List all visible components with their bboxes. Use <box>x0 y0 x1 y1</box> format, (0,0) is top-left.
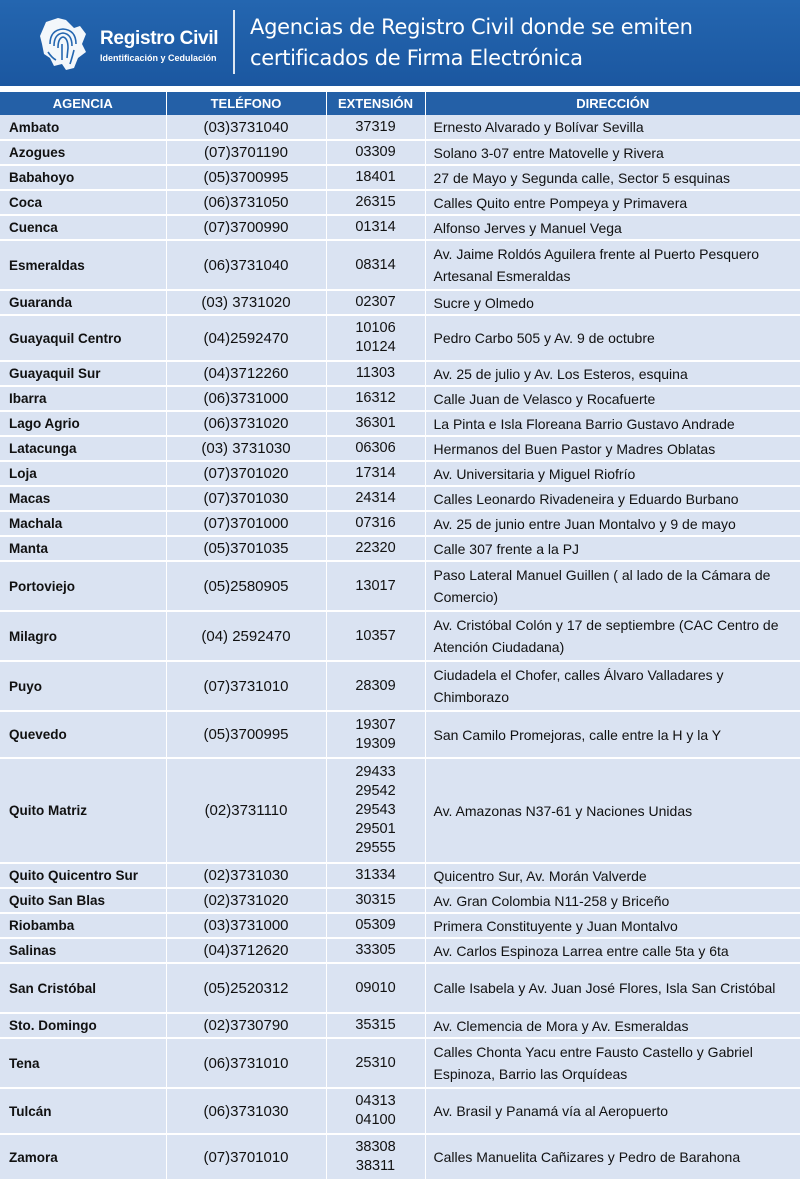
address-cell: Sucre y Olmedo <box>425 290 800 315</box>
table-row <box>0 511 800 536</box>
extension-value: 36301 <box>355 415 396 431</box>
agency-cell: Coca <box>0 190 166 215</box>
agency-cell: Loja <box>0 461 166 486</box>
address-cell: Hermanos del Buen Pastor y Madres Oblatas <box>425 436 800 461</box>
phone-cell: (07)3701030 <box>166 486 326 511</box>
phone-cell: (07)3701020 <box>166 461 326 486</box>
table-row <box>0 1013 800 1038</box>
agency-cell: Cuenca <box>0 215 166 240</box>
agency-cell: Azogues <box>0 140 166 165</box>
extension-value: 26315 <box>355 194 396 210</box>
agency-cell: Sto. Domingo <box>0 1013 166 1038</box>
table-header-row <box>0 92 800 115</box>
extension-value: 29543 <box>355 802 396 818</box>
extension-value: 29433 <box>355 764 396 780</box>
logo-name: Registro Civil <box>100 28 219 49</box>
extension-value: 29501 <box>355 821 396 837</box>
logo-subtitle: Identificación y Cedulación <box>100 53 217 63</box>
extension-value: 04313 <box>355 1093 396 1109</box>
extension-value: 13017 <box>355 577 396 594</box>
extension-value: 19307 <box>355 716 396 733</box>
title-line-2: certificados de Firma Electrónica <box>250 46 583 70</box>
phone-cell: (05)3700995 <box>166 711 326 758</box>
agency-cell: Quito Matriz <box>0 758 166 863</box>
extension-cell <box>326 190 425 215</box>
agency-cell: Lago Agrio <box>0 411 166 436</box>
extension-value: 16312 <box>355 390 396 406</box>
address-cell: Pedro Carbo 505 y Av. 9 de octubre <box>425 315 800 361</box>
column-header-extension: EXTENSIÓN <box>326 92 425 115</box>
table-row <box>0 436 800 461</box>
extension-cell <box>326 386 425 411</box>
extension-cell <box>326 536 425 561</box>
phone-cell: (05)2580905 <box>166 561 326 611</box>
extension-value: 02307 <box>355 294 396 310</box>
table-row <box>0 290 800 315</box>
extension-cell <box>326 888 425 913</box>
address-cell: Quicentro Sur, Av. Morán Valverde <box>425 863 800 888</box>
table-row <box>0 758 800 863</box>
extension-cell <box>326 711 425 758</box>
extension-value: 11303 <box>355 365 396 381</box>
table-body <box>0 115 800 1180</box>
column-header-agency: AGENCIA <box>0 92 166 115</box>
table-row <box>0 863 800 888</box>
address-cell: Av. Jaime Roldós Aguilera frente al Puerto Pesquero Artesanal Esmeraldas <box>425 240 800 290</box>
extension-cell <box>326 240 425 290</box>
table-row <box>0 888 800 913</box>
extension-cell <box>326 1013 425 1038</box>
agency-cell: Ambato <box>0 115 166 140</box>
extension-value: 05309 <box>355 917 396 933</box>
extension-cell <box>326 215 425 240</box>
extension-cell <box>326 863 425 888</box>
extension-cell <box>326 140 425 165</box>
title-line-1: Agencias de Registro Civil donde se emiten <box>250 15 693 39</box>
extension-value: 29555 <box>355 840 396 856</box>
phone-cell: (03) 3731020 <box>166 290 326 315</box>
table-row <box>0 1038 800 1088</box>
extension-cell <box>326 561 425 611</box>
address-cell: Calles Chonta Yacu entre Fausto Castello y Gabriel Espinoza, Barrio las Orquídeas <box>425 1038 800 1088</box>
phone-cell: (07)3731010 <box>166 661 326 711</box>
phone-cell: (02)3730790 <box>166 1013 326 1038</box>
phone-cell: (05)3700995 <box>166 165 326 190</box>
extension-cell <box>326 315 425 361</box>
agency-cell: Milagro <box>0 611 166 661</box>
address-cell: Av. Cristóbal Colón y 17 de septiembre (CAC Centro de Atención Ciudadana) <box>425 611 800 661</box>
address-cell: Av. Universitaria y Miguel Riofrío <box>425 461 800 486</box>
address-cell: Calle 307 frente a la PJ <box>425 536 800 561</box>
column-header-phone: TELÉFONO <box>166 92 326 115</box>
agency-cell: Quito San Blas <box>0 888 166 913</box>
column-header-address: DIRECCIÓN <box>425 92 800 115</box>
table-row <box>0 315 800 361</box>
table-row <box>0 361 800 386</box>
extension-value: 18401 <box>355 169 396 185</box>
agency-cell: Quevedo <box>0 711 166 758</box>
table-row <box>0 140 800 165</box>
extension-cell <box>326 436 425 461</box>
extension-cell <box>326 938 425 963</box>
agency-cell: Babahoyo <box>0 165 166 190</box>
table-row <box>0 1134 800 1180</box>
agency-cell: Guaranda <box>0 290 166 315</box>
phone-cell: (02)3731030 <box>166 863 326 888</box>
agencies-table <box>0 92 800 1181</box>
table-row <box>0 165 800 190</box>
extension-value: 35315 <box>355 1017 396 1033</box>
agency-cell: Machala <box>0 511 166 536</box>
agency-cell: Puyo <box>0 661 166 711</box>
phone-cell: (04) 2592470 <box>166 611 326 661</box>
extension-value: 07316 <box>355 515 396 531</box>
table-row <box>0 1088 800 1134</box>
agency-cell: San Cristóbal <box>0 963 166 1013</box>
phone-cell: (06)3731010 <box>166 1038 326 1088</box>
agency-cell: Tulcán <box>0 1088 166 1134</box>
agency-cell: Zamora <box>0 1134 166 1180</box>
phone-cell: (03)3731000 <box>166 913 326 938</box>
address-cell: Ernesto Alvarado y Bolívar Sevilla <box>425 115 800 140</box>
phone-cell: (06)3731000 <box>166 386 326 411</box>
extension-value: 28309 <box>355 677 396 694</box>
extension-value: 08314 <box>355 256 396 273</box>
header-divider <box>233 10 235 74</box>
table-row <box>0 486 800 511</box>
registro-civil-logo <box>36 14 219 74</box>
extension-cell <box>326 1038 425 1088</box>
extension-value: 10124 <box>355 339 396 355</box>
table-row <box>0 963 800 1013</box>
extension-value: 29542 <box>355 783 396 799</box>
phone-cell: (02)3731110 <box>166 758 326 863</box>
extension-cell <box>326 486 425 511</box>
address-cell: Primera Constituyente y Juan Montalvo <box>425 913 800 938</box>
phone-cell: (04)3712260 <box>166 361 326 386</box>
extension-cell <box>326 661 425 711</box>
agency-cell: Guayaquil Sur <box>0 361 166 386</box>
address-cell: Av. 25 de junio entre Juan Montalvo y 9 de mayo <box>425 511 800 536</box>
page-title <box>250 12 790 74</box>
phone-cell: (04)2592470 <box>166 315 326 361</box>
table-row <box>0 386 800 411</box>
extension-cell <box>326 963 425 1013</box>
table-row <box>0 661 800 711</box>
address-cell: Av. 25 de julio y Av. Los Esteros, esquina <box>425 361 800 386</box>
table-row <box>0 711 800 758</box>
extension-value: 19309 <box>355 735 396 752</box>
phone-cell: (07)3701190 <box>166 140 326 165</box>
agency-cell: Quito Quicentro Sur <box>0 863 166 888</box>
phone-cell: (04)3712620 <box>166 938 326 963</box>
address-cell: Av. Brasil y Panamá vía al Aeropuerto <box>425 1088 800 1134</box>
phone-cell: (06)3731020 <box>166 411 326 436</box>
agency-cell: Macas <box>0 486 166 511</box>
table-row <box>0 536 800 561</box>
agency-cell: Guayaquil Centro <box>0 315 166 361</box>
extension-value: 22320 <box>355 540 396 556</box>
address-cell: Calle Isabela y Av. Juan José Flores, Isla San Cristóbal <box>425 963 800 1013</box>
extension-cell <box>326 611 425 661</box>
table-row <box>0 913 800 938</box>
extension-value: 38311 <box>355 1158 396 1174</box>
table-row <box>0 561 800 611</box>
extension-cell <box>326 913 425 938</box>
phone-cell: (03) 3731030 <box>166 436 326 461</box>
extension-value: 25310 <box>355 1054 396 1071</box>
address-cell: San Camilo Promejoras, calle entre la H y la Y <box>425 711 800 758</box>
agency-cell: Riobamba <box>0 913 166 938</box>
extension-value: 37319 <box>355 118 396 135</box>
phone-cell: (02)3731020 <box>166 888 326 913</box>
extension-value: 10106 <box>355 320 396 336</box>
extension-value: 17314 <box>355 465 396 481</box>
address-cell: Av. Clemencia de Mora y Av. Esmeraldas <box>425 1013 800 1038</box>
extension-value: 33305 <box>355 942 396 958</box>
table-row <box>0 240 800 290</box>
phone-cell: (06)3731030 <box>166 1088 326 1134</box>
address-cell: Av. Gran Colombia N11-258 y Briceño <box>425 888 800 913</box>
agency-cell: Esmeraldas <box>0 240 166 290</box>
extension-value: 09010 <box>355 979 396 996</box>
extension-cell <box>326 115 425 140</box>
phone-cell: (07)3701000 <box>166 511 326 536</box>
extension-cell <box>326 758 425 863</box>
extension-value: 10357 <box>355 627 396 644</box>
address-cell: Calles Quito entre Pompeya y Primavera <box>425 190 800 215</box>
extension-value: 30315 <box>355 892 396 908</box>
address-cell: Paso Lateral Manuel Guillen ( al lado de la Cámara de Comercio) <box>425 561 800 611</box>
address-cell: Av. Carlos Espinoza Larrea entre calle 5ta y 6ta <box>425 938 800 963</box>
phone-cell: (05)2520312 <box>166 963 326 1013</box>
extension-cell <box>326 1088 425 1134</box>
address-cell: Calle Juan de Velasco y Rocafuerte <box>425 386 800 411</box>
extension-value: 01314 <box>355 219 396 235</box>
address-cell: Calles Leonardo Rivadeneira y Eduardo Burbano <box>425 486 800 511</box>
table-row <box>0 215 800 240</box>
agency-cell: Tena <box>0 1038 166 1088</box>
address-cell: Calles Manuelita Cañizares y Pedro de Barahona <box>425 1134 800 1180</box>
extension-value: 04100 <box>355 1112 396 1128</box>
phone-cell: (07)3700990 <box>166 215 326 240</box>
phone-cell: (03)3731040 <box>166 115 326 140</box>
table-row <box>0 115 800 140</box>
table-row <box>0 611 800 661</box>
address-cell: La Pinta e Isla Floreana Barrio Gustavo Andrade <box>425 411 800 436</box>
extension-cell <box>326 411 425 436</box>
extension-value: 31334 <box>355 867 396 883</box>
phone-cell: (06)3731050 <box>166 190 326 215</box>
address-cell: Alfonso Jerves y Manuel Vega <box>425 215 800 240</box>
table-row <box>0 190 800 215</box>
extension-cell <box>326 461 425 486</box>
phone-cell: (05)3701035 <box>166 536 326 561</box>
phone-cell: (07)3701010 <box>166 1134 326 1180</box>
extension-cell <box>326 361 425 386</box>
extension-cell <box>326 1134 425 1180</box>
address-cell: Solano 3-07 entre Matovelle y Rivera <box>425 140 800 165</box>
agency-cell: Salinas <box>0 938 166 963</box>
address-cell: Ciudadela el Chofer, calles Álvaro Valladares y Chimborazo <box>425 661 800 711</box>
agency-cell: Portoviejo <box>0 561 166 611</box>
extension-cell <box>326 511 425 536</box>
phone-cell: (06)3731040 <box>166 240 326 290</box>
address-cell: 27 de Mayo y Segunda calle, Sector 5 esquinas <box>425 165 800 190</box>
extension-value: 24314 <box>355 490 396 506</box>
extension-value: 38308 <box>355 1139 396 1155</box>
agency-cell: Ibarra <box>0 386 166 411</box>
agency-cell: Manta <box>0 536 166 561</box>
address-cell: Av. Amazonas N37-61 y Naciones Unidas <box>425 758 800 863</box>
extension-cell <box>326 290 425 315</box>
extension-cell <box>326 165 425 190</box>
table-row <box>0 461 800 486</box>
extension-value: 06306 <box>355 440 396 456</box>
agency-cell: Latacunga <box>0 436 166 461</box>
fingerprint-map-icon <box>36 14 96 74</box>
page-header <box>0 0 800 86</box>
table-row <box>0 411 800 436</box>
table-row <box>0 938 800 963</box>
extension-value: 03309 <box>355 144 396 160</box>
